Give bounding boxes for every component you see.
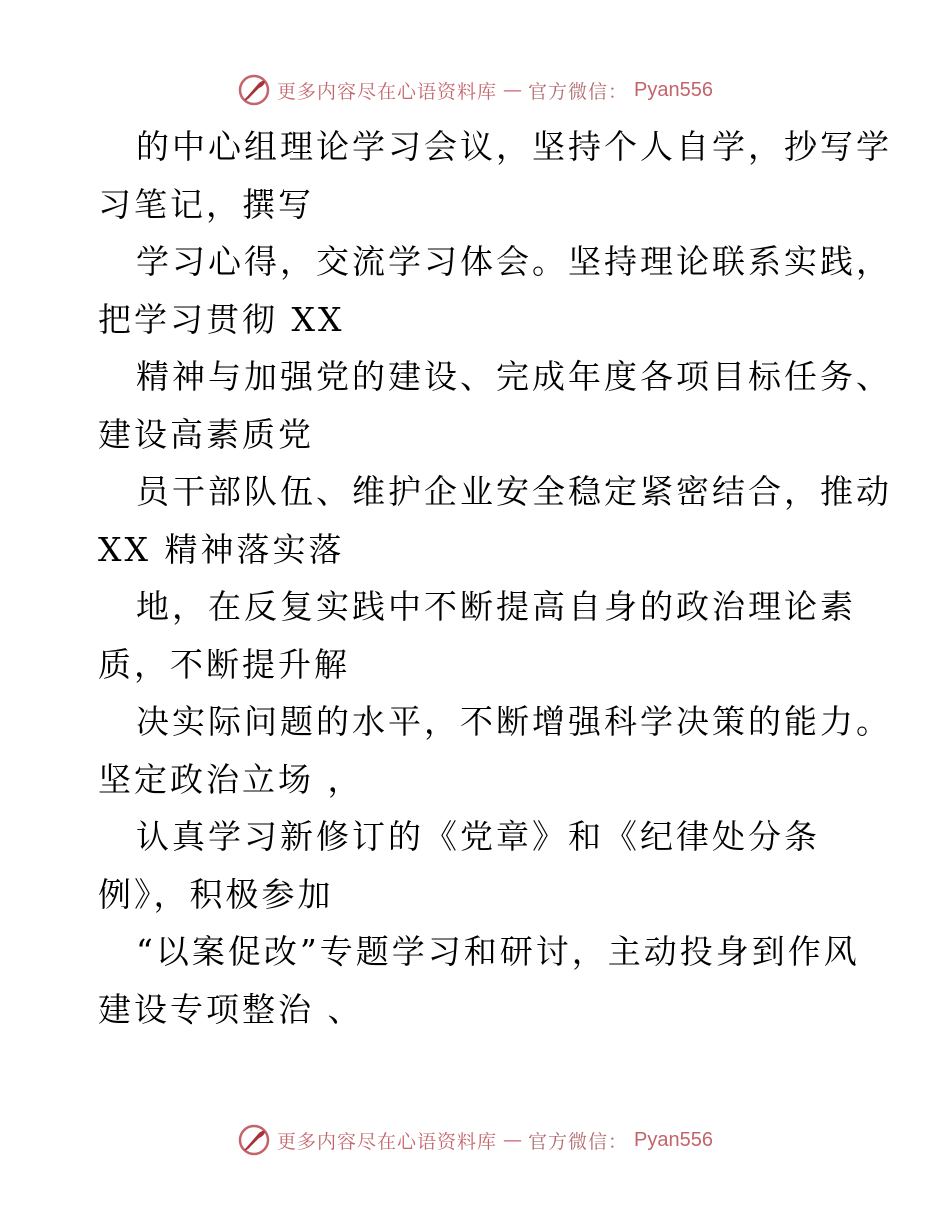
banner-separator: —: [503, 1129, 523, 1151]
text-line: 建设专项整治 、: [98, 989, 364, 1029]
footer-watermark-banner: [0, 1120, 950, 1160]
text-line: 坚定政治立场 ，: [98, 759, 364, 799]
text-line: “以案促改”专题学习和研讨，主动投身到作风: [136, 932, 860, 971]
text-line: 质，不断提升解: [98, 644, 350, 684]
banner-separator: —: [503, 79, 523, 101]
text-line: 精神与加强党的建设、完成年度各项目标任务、: [136, 357, 892, 396]
text-line: XX 精神落实落: [98, 529, 345, 569]
header-watermark-banner: [0, 70, 950, 110]
text-line: 的中心组理论学习会议，坚持个人自学，抄写学: [136, 127, 892, 166]
text-line: 地，在反复实践中不断提高自身的政治理论素: [136, 587, 856, 626]
text-line: 学习心得，交流学习体会。坚持理论联系实践，: [136, 242, 892, 281]
text-line: 习笔记，撰写: [98, 184, 314, 224]
banner-wechat-label: 官方微信：: [528, 80, 629, 103]
text-line: 认真学习新修订的《党章》和《纪律处分条: [136, 817, 820, 856]
text-line: 把学习贯彻 XX: [98, 299, 345, 339]
text-line: 例》，积极参加: [98, 874, 334, 914]
document-body: [98, 118, 892, 1038]
banner-site-text: 更多内容尽在心语资料库: [277, 1130, 498, 1153]
quill-pen-logo-icon: [237, 1123, 271, 1157]
banner-site-text: 更多内容尽在心语资料库: [277, 80, 498, 103]
text-line: 决实际问题的水平，不断增强科学决策的能力。: [136, 702, 892, 741]
quill-pen-logo-icon: [237, 73, 271, 107]
text-line: 建设高素质党: [98, 414, 314, 454]
text-line: 员干部队伍、维护企业安全稳定紧密结合，推动: [136, 472, 892, 511]
banner-wechat-id: Pyan556: [634, 78, 713, 101]
banner-wechat-label: 官方微信：: [528, 1130, 629, 1153]
banner-wechat-id: Pyan556: [634, 1128, 713, 1151]
